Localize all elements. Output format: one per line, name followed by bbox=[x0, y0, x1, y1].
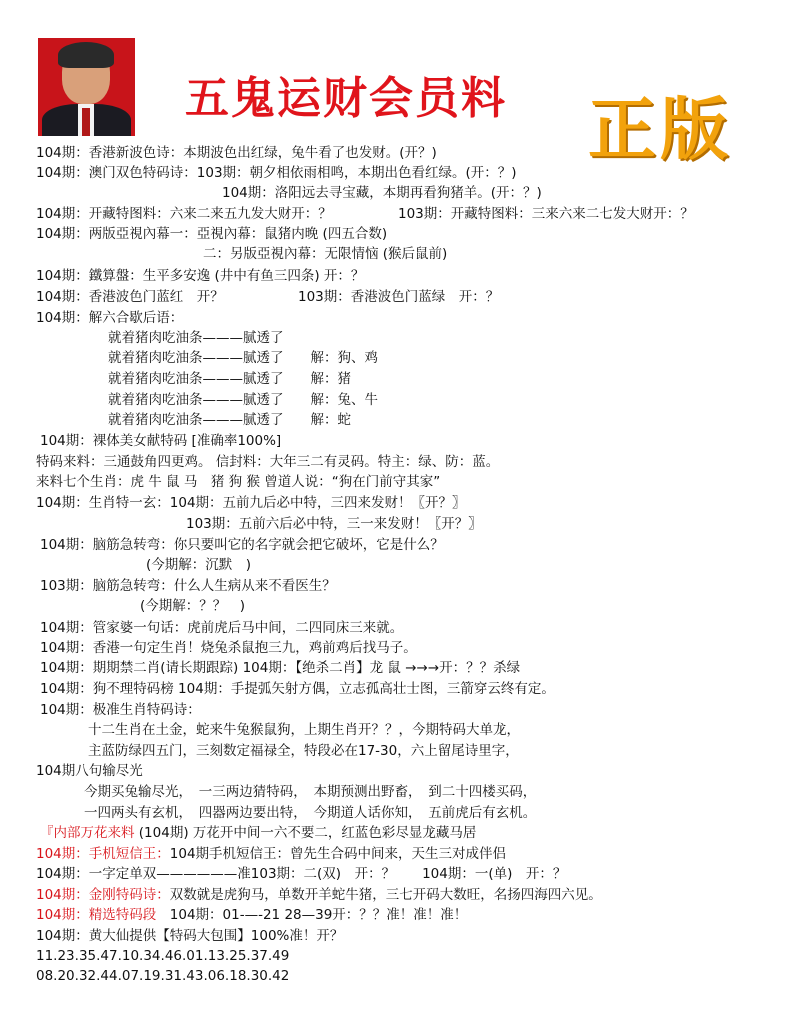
text-line: 一四两头有玄机， 四器两边要出特， 今期道人话你知， 五前虎后有玄机。 bbox=[84, 805, 537, 821]
text-line-highlighted: 『内部万花来料 (104期) 万花开中间一六不要二，红蓝色彩尽显龙藏马居 bbox=[40, 825, 477, 841]
text-line-highlighted: 104期：手机短信王：104期手机短信王：曾先生合码中间来，天生三对成伴侣 bbox=[36, 846, 507, 862]
text-line: 104期：鐵算盤：生平多安逸 (井中有鱼三四条) 开：？ bbox=[36, 268, 365, 284]
text-line: 104期：极准生肖特码诗： bbox=[40, 702, 201, 718]
text-line: 104期：香港一句定生肖！烧兔杀鼠抱三九，鸡前鸡后找马子。 bbox=[40, 640, 417, 656]
text-line: 就着猪肉吃油条———腻透了 解：猪 bbox=[108, 371, 351, 387]
text-line: 二：另版亞視內幕：无限情恼 (猴后鼠前) bbox=[203, 246, 448, 262]
text-line: 104期：解六合歇后语： bbox=[36, 310, 184, 326]
text-line: 主蓝防绿四五门，三刻数定福禄全，特段必在17-30，六上留尾诗里字， bbox=[88, 743, 519, 759]
page-title: 五鬼运财会员料 bbox=[185, 73, 507, 124]
text-line-highlighted: 104期：金刚特码诗：双数就是虎狗马，单数开羊蛇牛猪，三七开码大数旺，名扬四海四六见。 bbox=[36, 887, 602, 903]
text-line: 103期：香港波色门蓝绿 开：？ bbox=[298, 289, 500, 305]
text-line: 今期买兔输尽光， 一三两边猜特码， 本期预测出野畜， 到二十四楼买码， bbox=[84, 784, 537, 800]
text-line: 就着猪肉吃油条———腻透了 解：狗、鸡 bbox=[108, 350, 378, 366]
text-line: 就着猪肉吃油条———腻透了 bbox=[108, 330, 284, 346]
text-line: 104期：管家婆一句话：虎前虎后马中间，二四同床三来就。 bbox=[40, 620, 404, 636]
text-line: 104期八句输尽光 bbox=[36, 763, 143, 779]
author-photo bbox=[38, 38, 135, 136]
genuine-badge: 正版 bbox=[588, 91, 733, 170]
text-line: 103期：五前六后必中特，三一来发财！〖开？〗 bbox=[186, 516, 482, 532]
text-line: 103期：脑筋急转弯：什么人生病从来不看医生？ bbox=[40, 578, 336, 594]
text-line: 104期：裸体美女献特码 [准确率100%] bbox=[40, 433, 282, 449]
text-line: 104期：洛阳远去寻宝藏，本期再看狗猪羊。(开：？) bbox=[222, 185, 542, 201]
text-line: 104期：生肖特一玄：104期：五前九后必中特，三四来发财！〖开？〗 bbox=[36, 495, 466, 511]
text-line: 就着猪肉吃油条———腻透了 解：兔、牛 bbox=[108, 392, 378, 408]
text-line: (今期解：沉默 ) bbox=[146, 557, 252, 573]
text-line: 就着猪肉吃油条———腻透了 解：蛇 bbox=[108, 412, 351, 428]
text-line: 104期：期期禁二肖(请长期跟踪) 104期：【绝杀二肖】龙 鼠 →→→开：？？杀绿 bbox=[40, 660, 521, 676]
number-list: 08.20.32.44.07.19.31.43.06.18.30.42 bbox=[36, 968, 290, 984]
text-line: 来料七个生肖：虎 牛 鼠 马 猪 狗 猴 曾道人说：“狗在门前守其家” bbox=[36, 474, 441, 490]
text-line: 104期：香港波色门蓝红 开？ bbox=[36, 289, 224, 305]
text-line: 特码来料：三通鼓角四更鸡。 信封料：大年三二有灵码。特主：绿、防：蓝。 bbox=[36, 454, 500, 470]
text-line: 103期：开藏特图料：三来六来二七发大财开：？ bbox=[398, 206, 694, 222]
text-line: 104期：黄大仙提供【特码大包围】100%准！开？ bbox=[36, 928, 344, 944]
text-line: 104期：狗不理特码榜 104期：手提弧矢射方偶，立志孤高壮士图，三箭穿云终有定。 bbox=[40, 681, 555, 697]
text-line: 十二生肖在土金，蛇来牛兔猴鼠狗，上期生肖开？？，今期特码大单龙， bbox=[88, 722, 520, 738]
text-line: 104期：一字定单双——————准103期：二(双) 开：？ 104期：一(单) 开：？ bbox=[36, 866, 567, 882]
number-list: 11.23.35.47.10.34.46.01.13.25.37.49 bbox=[36, 948, 290, 964]
text-line: 104期：两版亞視內幕一：亞視內幕：鼠猪内晚 (四五合数) bbox=[36, 226, 388, 242]
text-line: 104期：香港新波色诗：本期波色出红绿，兔牛看了也发财。(开？) bbox=[36, 145, 437, 161]
text-line: 104期：开藏特图料：六来二来五九发大财开：？ bbox=[36, 206, 332, 222]
text-line: 104期：澳门双色特码诗：103期：朝夕相依雨相鸣，本期出色看红绿。(开：？) bbox=[36, 165, 517, 181]
text-line: 104期：脑筋急转弯：你只要叫它的名字就会把它破坏，它是什么？ bbox=[40, 537, 444, 553]
text-line-highlighted: 104期：精选特码段 104期：01-—-21 28—39开：？？准！准！准！ bbox=[36, 907, 468, 923]
text-line: (今期解：？？ ) bbox=[140, 598, 246, 614]
